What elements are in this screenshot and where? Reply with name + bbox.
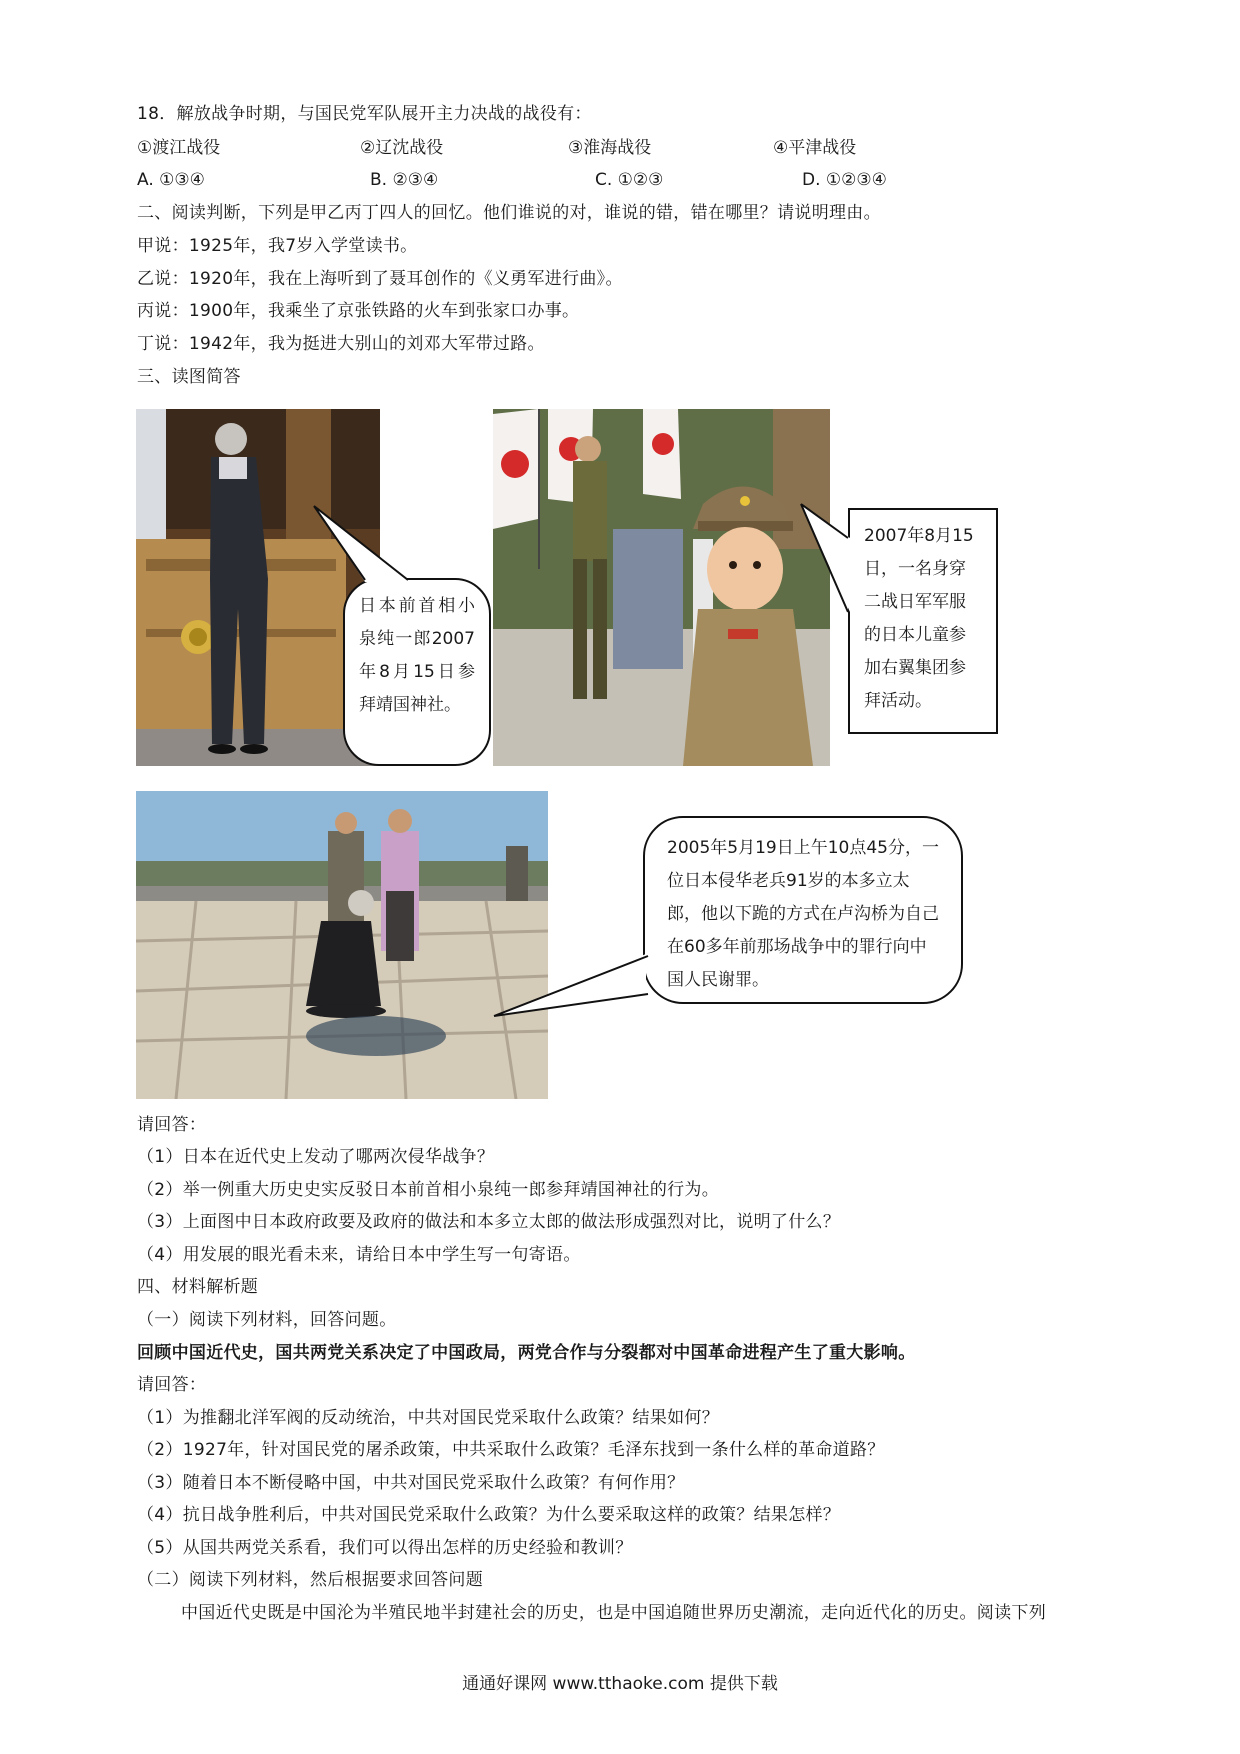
callout-child: 2007年8月15日，一名身穿二战日军军服的日本儿童参加右翼集团参拜活动。	[848, 508, 998, 734]
photo-child-in-uniform	[493, 409, 830, 766]
section4-material: 回顾中国近代史，国共两党关系决定了中国政局，两党合作与分裂都对中国革命进程产生了重大影响。	[137, 1343, 916, 1363]
q18-item-4: ④平津战役	[773, 138, 857, 158]
statement-yi: 乙说：1920年，我在上海听到了聂耳创作的《义勇军进行曲》。	[137, 269, 623, 289]
callout-koizumi: 日本前首相小泉纯一郎2007年8月15日参拜靖国神社。	[343, 578, 491, 766]
section3-question-4: （4）用发展的眼光看未来，请给日本中学生写一句寄语。	[137, 1245, 581, 1265]
q18-item-2: ②辽沈战役	[360, 138, 444, 158]
section4-part2-text: 中国近代史既是中国沦为半殖民地半封建社会的历史，也是中国追随世界历史潮流，走向近代化的历史。阅读下列	[181, 1603, 1046, 1623]
section4-question-5: （5）从国共两党关系看，我们可以得出怎样的历史经验和教训？	[137, 1538, 633, 1558]
q18-choice-c: C. ①②③	[595, 170, 664, 190]
section3-question-3: （3）上面图中日本政府政要及政府的做法和本多立太郎的做法形成强烈对比，说明了什么？	[137, 1212, 841, 1232]
section2-heading: 二、阅读判断，下列是甲乙丙丁四人的回忆。他们谁说的对，谁说的错，错在哪里？请说明理由。	[137, 203, 881, 223]
callout-koizumi-pointer	[310, 502, 420, 584]
section4-part2-heading: （二）阅读下列材料，然后根据要求回答问题	[137, 1570, 483, 1590]
section4-prompt: 请回答：	[137, 1375, 207, 1395]
section4-heading: 四、材料解析题	[137, 1277, 259, 1297]
statement-jia: 甲说：1925年，我7岁入学堂读书。	[137, 236, 418, 256]
section3-heading: 三、读图简答	[137, 367, 241, 387]
section3-question-1: （1）日本在近代史上发动了哪两次侵华战争？	[137, 1147, 495, 1167]
section3-question-2: （2）举一例重大历史史实反驳日本前首相小泉纯一郎参拜靖国神社的行为。	[137, 1180, 720, 1200]
q18-item-1: ①渡江战役	[137, 138, 221, 158]
section4-question-1: （1）为推翻北洋军阀的反动统治，中共对国民党采取什么政策？结果如何？	[137, 1408, 720, 1428]
q18-stem: 18．解放战争时期，与国民党军队展开主力决战的战役有：	[137, 104, 592, 124]
callout-child-pointer	[797, 500, 853, 620]
statement-bing: 丙说：1900年，我乘坐了京张铁路的火车到张家口办事。	[137, 301, 580, 321]
section4-question-4: （4）抗日战争胜利后，中共对国民党采取什么政策？为什么要采取这样的政策？结果怎样？	[137, 1505, 841, 1525]
q18-choice-a: A. ①③④	[137, 170, 205, 190]
section4-question-2: （2）1927年，针对国民党的屠杀政策，中共采取什么政策？毛泽东找到一条什么样的革命道路？	[137, 1440, 885, 1460]
section4-part1-heading: （一）阅读下列材料，回答问题。	[137, 1310, 397, 1330]
section4-question-3: （3）随着日本不断侵略中国，中共对国民党采取什么政策？有何作用？	[137, 1473, 685, 1493]
q18-choice-d: D. ①②③④	[802, 170, 887, 190]
q18-choice-b: B. ②③④	[370, 170, 439, 190]
section3-prompt: 请回答：	[137, 1115, 207, 1135]
callout-veteran: 2005年5月19日上午10点45分，一位日本侵华老兵91岁的本多立太郎，他以下跪的方式在卢沟桥为自己在60多年前那场战争中的罪行向中国人民谢罪。	[643, 816, 963, 1004]
page-footer: 通通好课网 www.tthaoke.com 提供下载	[462, 1674, 778, 1694]
callout-veteran-pointer	[488, 950, 658, 1022]
statement-ding: 丁说：1942年，我为挺进大别山的刘邓大军带过路。	[137, 334, 545, 354]
q18-item-3: ③淮海战役	[568, 138, 652, 158]
photo-veteran-apology	[136, 791, 548, 1099]
